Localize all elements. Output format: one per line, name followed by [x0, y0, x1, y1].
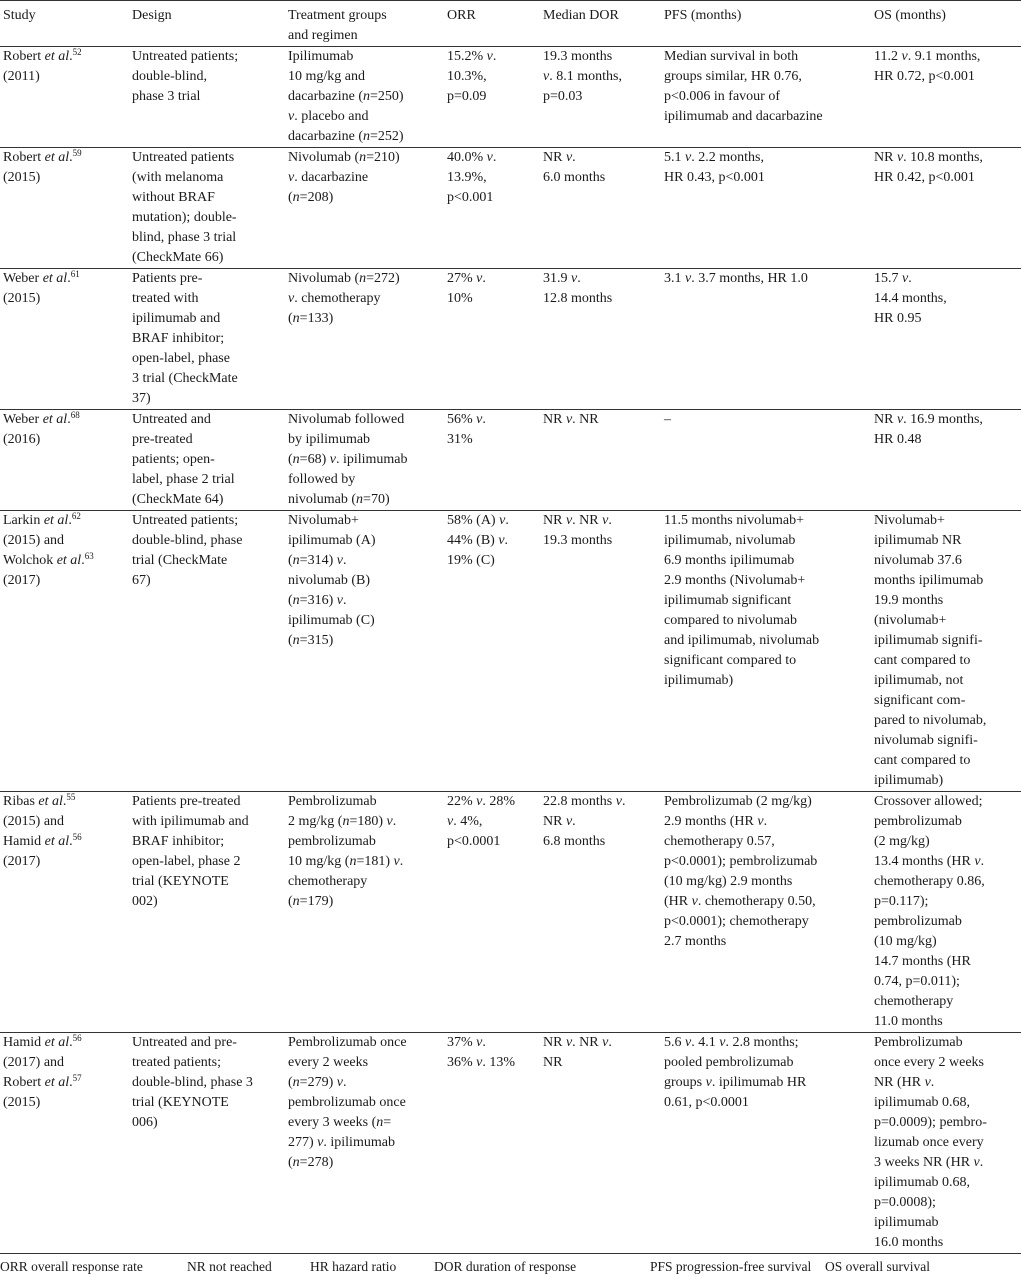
cell-text: 27% v. — [447, 271, 486, 286]
cell-text: 3.1 v. 3.7 months, HR 1.0 — [664, 271, 808, 286]
cell-text: Weber et al.$^{61}$ — [3, 269, 80, 286]
cell-text: p<0.006 in favour of — [664, 89, 780, 104]
cell-text: ipilimumab, nivolumab — [664, 533, 796, 548]
cell-treatment — [285, 269, 444, 410]
cell-design — [129, 792, 285, 1033]
cell-text: 3 trial (CheckMate — [132, 371, 238, 386]
cell-text: every 3 weeks (n= — [288, 1115, 392, 1130]
cell-pfs — [661, 792, 871, 1033]
cell-text: nivolumab signifi- — [874, 733, 978, 748]
cell-text: 37% v. — [447, 1035, 486, 1050]
cell-text: significant compared to — [664, 653, 797, 668]
cell-text: chemotherapy 0.57, — [664, 834, 775, 849]
cell-text: – — [664, 412, 671, 427]
cell-pfs — [661, 1033, 871, 1254]
cell-text: pembrolizumab — [874, 914, 962, 929]
cell-text: 3 weeks NR (HR v. — [874, 1155, 984, 1170]
cell-text: once every 2 weeks — [874, 1055, 985, 1070]
cell-text: (2017) and — [3, 1055, 65, 1070]
cell-text: 11.5 months nivolumab+ — [664, 513, 804, 528]
cell-text: cant compared to — [874, 753, 971, 768]
cell-treatment — [285, 148, 444, 269]
table-body — [0, 47, 1021, 1254]
cell-text: Pembrolizumab — [874, 1035, 963, 1050]
footnote-item: OS overall survival — [825, 1259, 930, 1274]
cell-text: (2017) — [3, 573, 41, 588]
cell-text: Untreated patients — [132, 150, 235, 165]
cell-text: HR 0.48 — [874, 432, 922, 447]
cell-text: (2015) — [3, 1095, 41, 1110]
table-row — [0, 792, 1021, 1033]
cell-text: chemotherapy — [874, 994, 954, 1009]
cell-text: Untreated and — [132, 412, 211, 427]
cell-text: Nivolumab (n=272) — [288, 271, 400, 286]
cell-text: (2015) and — [3, 814, 65, 829]
cell-text: 56% v. — [447, 412, 486, 427]
cell-text: (n=316) v. — [288, 593, 347, 608]
header-text: Treatment groups — [288, 8, 387, 23]
cell-text: p=0.117); — [874, 894, 929, 909]
cell-text: 13.4 months (HR v. — [874, 854, 985, 869]
cell-text: p<0.0001); pembrolizumab — [664, 854, 818, 869]
table-row — [0, 148, 1021, 269]
cell-text: 2.9 months (HR v. — [664, 814, 768, 829]
header-text: Study — [3, 8, 36, 23]
cell-text: Nivolumab+ — [874, 513, 945, 528]
cell-text: v. chemotherapy — [288, 291, 381, 306]
cell-text: 19.3 months — [543, 533, 613, 548]
cell-text: HR 0.95 — [874, 311, 922, 326]
cell-text: p=0.09 — [447, 89, 487, 104]
cell-text: 6.8 months — [543, 834, 606, 849]
cell-text: (10 mg/kg) 2.9 months — [664, 874, 793, 889]
cell-text: 10 mg/kg (n=181) v. — [288, 854, 404, 869]
cell-text: pembrolizumab once — [288, 1095, 406, 1110]
cell-text: 58% (A) v. — [447, 513, 509, 528]
cell-text: 13.9%, — [447, 170, 487, 185]
cell-text: without BRAF — [132, 190, 215, 205]
cell-text: (n=315) — [288, 633, 334, 648]
cell-text: ipilimumab (A) — [288, 533, 376, 548]
cell-text: compared to nivolumab — [664, 613, 797, 628]
cell-text: 6.0 months — [543, 170, 606, 185]
cell-text: nivolumab (n=70) — [288, 492, 390, 507]
cell-text: every 2 weeks — [288, 1055, 369, 1070]
cell-text: BRAF inhibitor; — [132, 331, 225, 346]
cell-text: 0.61, p<0.0001 — [664, 1095, 749, 1110]
cell-text: NR v. — [543, 150, 576, 165]
header-treatment — [285, 1, 444, 47]
cell-median-dor — [540, 47, 661, 148]
cell-text: 19.3 months — [543, 49, 613, 64]
cell-text: 14.7 months (HR — [874, 954, 971, 969]
cell-median-dor — [540, 148, 661, 269]
cell-text: Crossover allowed; — [874, 794, 983, 809]
cell-median-dor — [540, 511, 661, 792]
cell-text: chemotherapy 0.86, — [874, 874, 985, 889]
cell-design — [129, 269, 285, 410]
cell-text: NR v. 10.8 months, — [874, 150, 983, 165]
cell-text: 5.6 v. 4.1 v. 2.8 months; — [664, 1035, 799, 1050]
cell-text: 006) — [132, 1115, 158, 1130]
cell-text: p=0.03 — [543, 89, 583, 104]
cell-text: trial (KEYNOTE — [132, 874, 229, 889]
cell-text: 10 mg/kg and — [288, 69, 365, 84]
header-orr — [444, 1, 540, 47]
cell-text: Hamid et al.$^{56}$ — [3, 1033, 82, 1050]
cell-text: Untreated patients; — [132, 49, 239, 64]
cell-text: 40.0% v. — [447, 150, 497, 165]
abbreviations-footnote — [0, 1253, 1021, 1275]
cell-text: (n=278) — [288, 1155, 334, 1170]
cell-text: 22% v. 28% — [447, 794, 516, 809]
cell-text: ipilimumab — [874, 1215, 939, 1230]
cell-text: 19% (C) — [447, 553, 495, 568]
cell-text: ipilimumab and — [132, 311, 221, 326]
cell-text: Weber et al.$^{68}$ — [3, 410, 80, 427]
cell-text: Pembrolizumab — [288, 794, 377, 809]
cell-text: trial (KEYNOTE — [132, 1095, 229, 1110]
cell-text: Robert et al.$^{57}$ — [3, 1073, 82, 1090]
cell-text: Wolchok et al.$^{63}$ — [3, 551, 94, 568]
cell-text: p<0.0001 — [447, 834, 501, 849]
footnote-item: DOR duration of response — [434, 1259, 577, 1274]
footnote-item: ORR overall response rate — [0, 1259, 143, 1274]
header-design — [129, 1, 285, 47]
cell-study — [0, 410, 129, 511]
header-study — [0, 1, 129, 47]
cell-text: double-blind, phase 3 — [132, 1075, 253, 1090]
header-text: Design — [132, 8, 172, 23]
cell-text: ipilimumab) — [664, 673, 734, 688]
table-header — [0, 1, 1021, 47]
cell-text: NR v. NR v. — [543, 1035, 612, 1050]
cell-os — [871, 410, 1021, 511]
cell-median-dor — [540, 792, 661, 1033]
cell-text: Ipilimumab — [288, 49, 354, 64]
cell-text: 14.4 months, — [874, 291, 947, 306]
cell-text: ipilimumab (C) — [288, 613, 375, 628]
cell-text: 31% — [447, 432, 473, 447]
cell-study — [0, 148, 129, 269]
cell-text: 10.3%, — [447, 69, 487, 84]
cell-text: (CheckMate 66) — [132, 250, 224, 265]
cell-text: (nivolumab+ — [874, 613, 947, 628]
cell-text: NR — [543, 1055, 563, 1070]
cell-text: (2015) — [3, 170, 41, 185]
cell-text: Untreated patients; — [132, 513, 239, 528]
cell-text: (n=208) — [288, 190, 334, 205]
cell-study — [0, 511, 129, 792]
cell-text: treated patients; — [132, 1055, 222, 1070]
cell-text: Untreated and pre- — [132, 1035, 237, 1050]
cell-text: ipilimumab signifi- — [874, 633, 983, 648]
cell-study — [0, 792, 129, 1033]
cell-text: HR 0.42, p<0.001 — [874, 170, 975, 185]
cell-text: pembrolizumab — [288, 834, 376, 849]
cell-text: (2015) — [3, 291, 41, 306]
cell-study — [0, 269, 129, 410]
cell-text: 15.2% v. — [447, 49, 497, 64]
header-text: and regimen — [288, 28, 358, 43]
cell-treatment — [285, 410, 444, 511]
cell-text: (2015) and — [3, 533, 65, 548]
cell-text: followed by — [288, 472, 356, 487]
cell-text: 36% v. 13% — [447, 1055, 516, 1070]
cell-text: trial (CheckMate — [132, 553, 228, 568]
cell-pfs — [661, 410, 871, 511]
cell-text: dacarbazine (n=250) — [288, 89, 404, 104]
cell-text: pre-treated — [132, 432, 193, 447]
cell-text: 002) — [132, 894, 158, 909]
cell-text: nivolumab (B) — [288, 573, 371, 588]
cell-text: and ipilimumab, nivolumab — [664, 633, 820, 648]
cell-design — [129, 1033, 285, 1254]
cell-text: (HR v. chemotherapy 0.50, — [664, 894, 816, 909]
cell-text: ipilimumab and dacarbazine — [664, 109, 823, 124]
cell-text: Patients pre- — [132, 271, 203, 286]
cell-text: patients; open- — [132, 452, 215, 467]
cell-text: (2016) — [3, 432, 41, 447]
cell-orr — [444, 410, 540, 511]
cell-text: 5.1 v. 2.2 months, — [664, 150, 764, 165]
header-text: Median DOR — [543, 8, 619, 23]
cell-os — [871, 1033, 1021, 1254]
cell-os — [871, 148, 1021, 269]
cell-median-dor — [540, 269, 661, 410]
cell-text: 67) — [132, 573, 151, 588]
table-row — [0, 511, 1021, 792]
footnote-item: PFS progression-free survival — [650, 1259, 812, 1274]
cell-text: ipilimumab NR — [874, 533, 962, 548]
cell-text: NR v. NR v. — [543, 513, 612, 528]
cell-orr — [444, 1033, 540, 1254]
cell-orr — [444, 511, 540, 792]
header-row — [0, 1, 1021, 47]
cell-text: nivolumab 37.6 — [874, 553, 962, 568]
cell-text: 15.7 v. — [874, 271, 912, 286]
cell-text: (CheckMate 64) — [132, 492, 224, 507]
cell-text: ipilimumab significant — [664, 593, 792, 608]
cell-design — [129, 148, 285, 269]
cell-text: Nivolumab followed — [288, 412, 405, 427]
cell-text: 22.8 months v. — [543, 794, 626, 809]
table-row — [0, 1033, 1021, 1254]
cell-text: pembrolizumab — [874, 814, 962, 829]
cell-text: NR v. NR — [543, 412, 599, 427]
cell-text: NR (HR v. — [874, 1075, 935, 1090]
cell-text: 2 mg/kg (n=180) v. — [288, 814, 397, 829]
cell-text: groups similar, HR 0.76, — [664, 69, 802, 84]
cell-design — [129, 511, 285, 792]
cell-text: (n=133) — [288, 311, 334, 326]
cell-text: Robert et al.$^{59}$ — [3, 148, 82, 165]
cell-treatment — [285, 792, 444, 1033]
cell-median-dor — [540, 410, 661, 511]
cell-text: 31.9 v. — [543, 271, 581, 286]
cell-study — [0, 1033, 129, 1254]
cell-text: 2.9 months (Nivolumab+ — [664, 573, 806, 588]
cell-text: BRAF inhibitor; — [132, 834, 225, 849]
cell-text: 277) v. ipilimumab — [288, 1135, 395, 1150]
cell-text: p=0.0008); — [874, 1195, 936, 1210]
cell-text: Pembrolizumab once — [288, 1035, 407, 1050]
cell-text: 0.74, p=0.011); — [874, 974, 960, 989]
cell-pfs — [661, 269, 871, 410]
cell-text: label, phase 2 trial — [132, 472, 235, 487]
cell-text: v. dacarbazine — [288, 170, 369, 185]
cell-text: v. 4%, — [447, 814, 483, 829]
cell-orr — [444, 47, 540, 148]
cell-text: 6.9 months ipilimumab — [664, 553, 795, 568]
cell-text: v. placebo and — [288, 109, 369, 124]
cell-text: 44% (B) v. — [447, 533, 509, 548]
cell-text: Hamid et al.$^{56}$ — [3, 832, 82, 849]
cell-text: pooled pembrolizumab — [664, 1055, 794, 1070]
cell-pfs — [661, 511, 871, 792]
cell-text: v. 8.1 months, — [543, 69, 622, 84]
cell-orr — [444, 792, 540, 1033]
cell-text: 2.7 months — [664, 934, 727, 949]
cell-os — [871, 511, 1021, 792]
cell-text: with ipilimumab and — [132, 814, 249, 829]
cell-text: Nivolumab+ — [288, 513, 359, 528]
footnote-item: NR not reached — [187, 1259, 272, 1274]
cell-orr — [444, 148, 540, 269]
cell-text: (2 mg/kg) — [874, 834, 930, 849]
cell-text: p<0.001 — [447, 190, 494, 205]
cell-text: NR v. 16.9 months, — [874, 412, 983, 427]
cell-treatment — [285, 511, 444, 792]
cell-text: Larkin et al.$^{62}$ — [3, 511, 81, 528]
cell-text: ipilimumab, not — [874, 673, 964, 688]
cell-text: 10% — [447, 291, 473, 306]
cell-text: ipilimumab) — [874, 773, 944, 788]
cell-text: HR 0.43, p<0.001 — [664, 170, 765, 185]
cell-os — [871, 269, 1021, 410]
header-median-dor — [540, 1, 661, 47]
cell-text: (2017) — [3, 854, 41, 869]
cell-os — [871, 47, 1021, 148]
cell-orr — [444, 269, 540, 410]
cell-median-dor — [540, 1033, 661, 1254]
cell-text: double-blind, phase — [132, 533, 243, 548]
cell-text: (with melanoma — [132, 170, 224, 185]
cell-text: months ipilimumab — [874, 573, 984, 588]
cell-text: p<0.0001); chemotherapy — [664, 914, 809, 929]
header-text: OS (months) — [874, 8, 946, 23]
cell-design — [129, 410, 285, 511]
cell-text: 16.0 months — [874, 1235, 944, 1250]
cell-text: 12.8 months — [543, 291, 613, 306]
cell-text: cant compared to — [874, 653, 971, 668]
cell-text: double-blind, — [132, 69, 208, 84]
cell-text: 11.0 months — [874, 1014, 943, 1029]
cell-text: Robert et al.$^{52}$ — [3, 47, 82, 64]
cell-text: phase 3 trial — [132, 89, 201, 104]
cell-text: dacarbazine (n=252) — [288, 129, 404, 144]
cell-text: Median survival in both — [664, 49, 799, 64]
cell-text: 19.9 months — [874, 593, 944, 608]
table-row — [0, 47, 1021, 148]
table-row — [0, 269, 1021, 410]
cell-os — [871, 792, 1021, 1033]
header-os — [871, 1, 1021, 47]
cell-text: (n=279) v. — [288, 1075, 347, 1090]
cell-text: ipilimumab 0.68, — [874, 1095, 971, 1110]
cell-treatment — [285, 1033, 444, 1254]
cell-text: ipilimumab 0.68, — [874, 1175, 971, 1190]
cell-treatment — [285, 47, 444, 148]
cell-text: Ribas et al.$^{55}$ — [3, 792, 76, 809]
cell-text: Pembrolizumab (2 mg/kg) — [664, 794, 812, 809]
cell-text: 37) — [132, 391, 151, 406]
cell-text: lizumab once every — [874, 1135, 984, 1150]
cell-text: open-label, phase 2 — [132, 854, 241, 869]
cell-text: 11.2 v. 9.1 months, — [874, 49, 981, 64]
header-text: ORR — [447, 8, 476, 23]
cell-text: HR 0.72, p<0.001 — [874, 69, 975, 84]
cell-text: by ipilimumab — [288, 432, 371, 447]
cell-text: NR v. — [543, 814, 576, 829]
cell-text: pared to nivolumab, — [874, 713, 987, 728]
cell-text: chemotherapy — [288, 874, 368, 889]
cell-text: (2011) — [3, 69, 40, 84]
cell-text: significant com- — [874, 693, 966, 708]
cell-text: (n=314) v. — [288, 553, 347, 568]
cell-text: p=0.0009); pembro- — [874, 1115, 987, 1130]
cell-text: treated with — [132, 291, 199, 306]
cell-text: Patients pre-treated — [132, 794, 241, 809]
header-text: PFS (months) — [664, 8, 742, 23]
cell-text: (10 mg/kg) — [874, 934, 937, 949]
cell-text: mutation); double- — [132, 210, 237, 225]
cell-pfs — [661, 148, 871, 269]
cell-pfs — [661, 47, 871, 148]
cell-design — [129, 47, 285, 148]
cell-text: blind, phase 3 trial — [132, 230, 237, 245]
footnote-item: HR hazard ratio — [310, 1259, 397, 1274]
cell-text: Nivolumab (n=210) — [288, 150, 400, 165]
cell-study — [0, 47, 129, 148]
cell-text: groups v. ipilimumab HR — [664, 1075, 807, 1090]
cell-text: (n=179) — [288, 894, 334, 909]
header-pfs — [661, 1, 871, 47]
table-row — [0, 410, 1021, 511]
cell-text: (n=68) v. ipilimumab — [288, 452, 408, 467]
cell-text: open-label, phase — [132, 351, 230, 366]
